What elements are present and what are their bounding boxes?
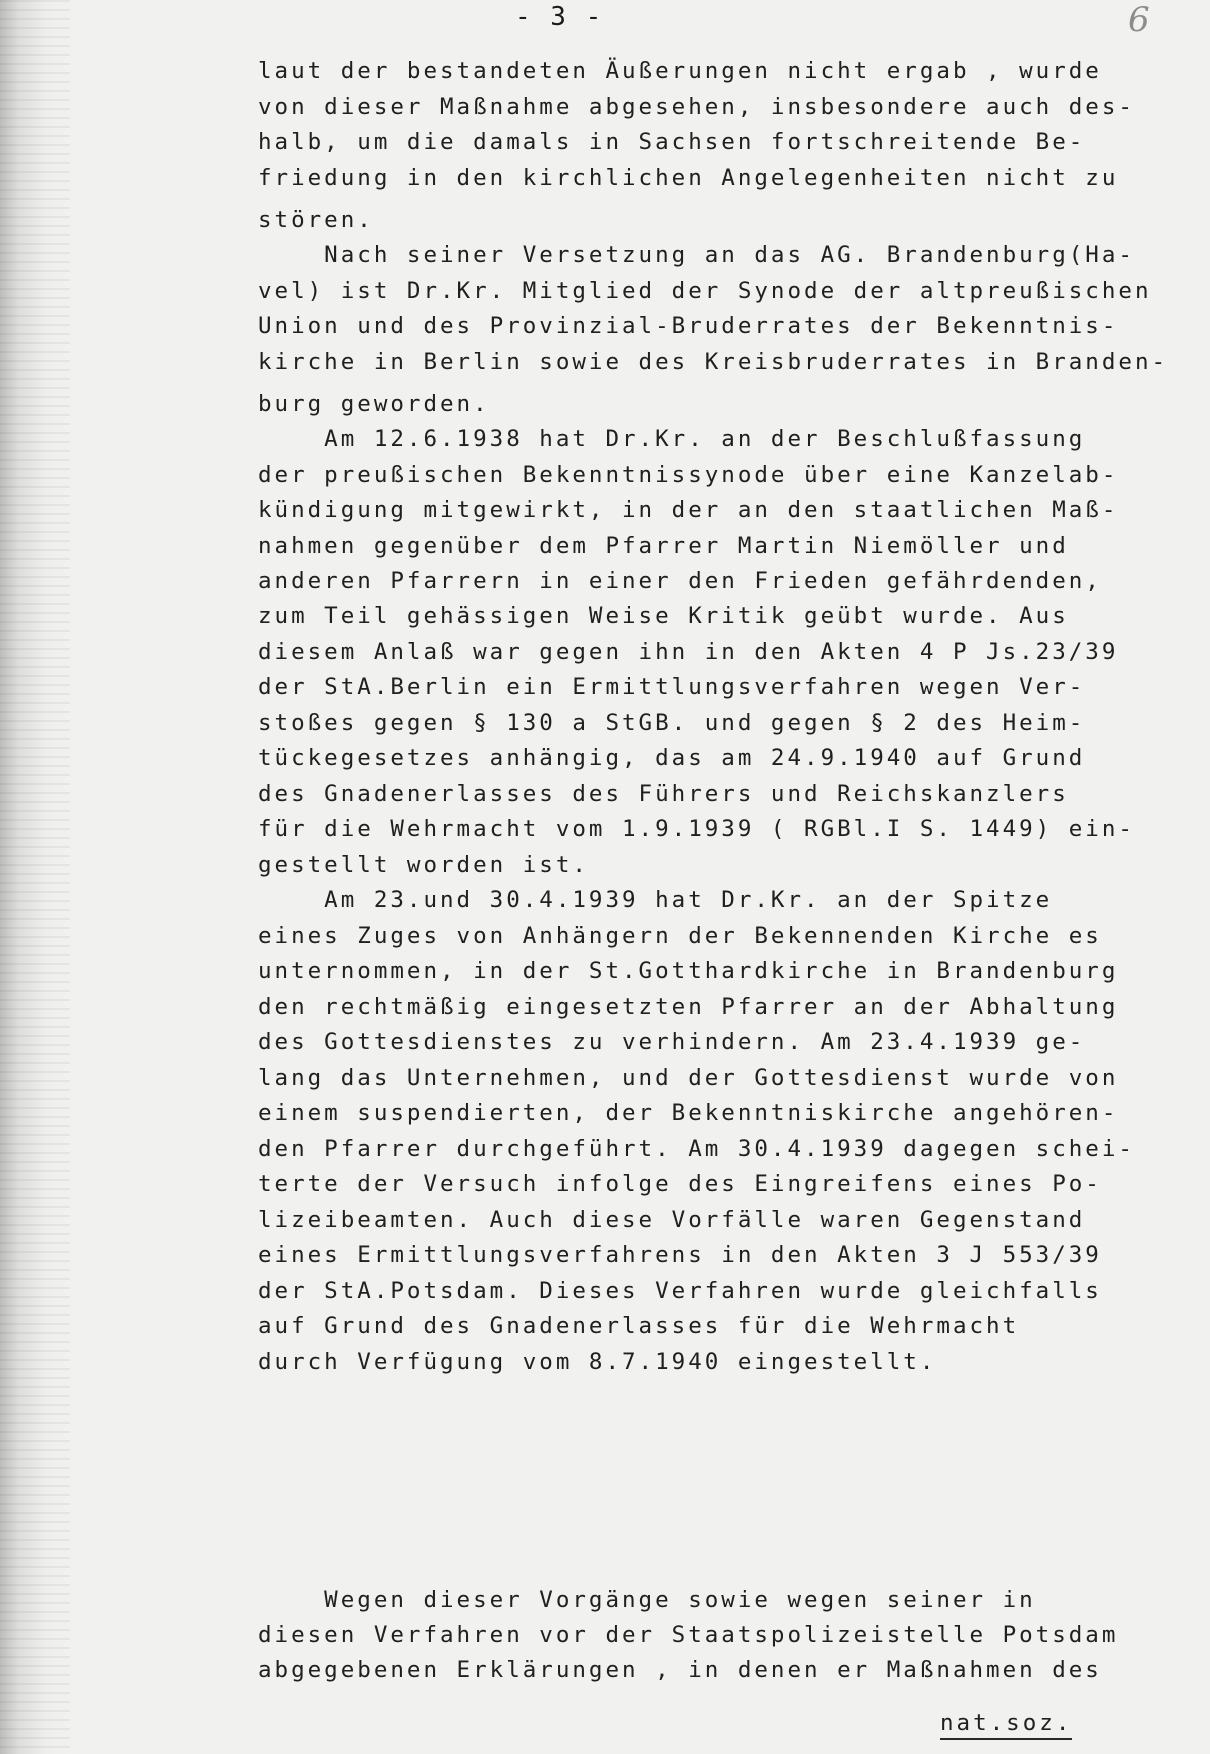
text-line: von dieser Maßnahme abgesehen, insbesondere auch des- xyxy=(258,94,1135,120)
text-line: Union und des Provinzial-Bruderrates der Bekenntnis- xyxy=(258,313,1119,339)
text-line: tückegesetzes anhängig, das am 24.9.1940 auf Grund xyxy=(258,745,1086,771)
text-line: vel) ist Dr.Kr. Mitglied der Synode der altpreußischen xyxy=(258,278,1152,304)
text-line: stören. xyxy=(258,207,374,233)
text-line: des Gottesdienstes zu verhindern. Am 23.4.1939 ge- xyxy=(258,1029,1086,1055)
text-line: zum Teil gehässigen Weise Kritik geübt wurde. Aus xyxy=(258,603,1069,629)
text-line: lizeibeamten. Auch diese Vorfälle waren Gegenstand xyxy=(258,1207,1086,1233)
text-line: anderen Pfarrern in einer den Frieden gefährdenden, xyxy=(258,568,1102,594)
text-line: den rechtmäßig eingesetzten Pfarrer an der Abhaltung xyxy=(258,994,1119,1020)
text-line: Am 12.6.1938 hat Dr.Kr. an der Beschlußfassung xyxy=(258,426,1086,452)
text-line: diesen Verfahren vor der Staatspolizeistelle Potsdam xyxy=(258,1622,1119,1648)
text-line: diesem Anlaß war gegen ihn in den Akten 4 P Js.23/39 xyxy=(258,639,1119,665)
text-line: kündigung mitgewirkt, in der an den staatlichen Maß- xyxy=(258,497,1119,523)
text-line: laut der bestandeten Äußerungen nicht ergab , wurde xyxy=(258,58,1102,84)
text-line: gestellt worden ist. xyxy=(258,852,589,878)
text-line: eines Zuges von Anhängern der Bekennenden Kirche es xyxy=(258,923,1102,949)
text-line: einem suspendierten, der Bekenntniskirche angehören- xyxy=(258,1100,1119,1126)
text-line: eines Ermittlungsverfahrens in den Akten 3 J 553/39 xyxy=(258,1242,1102,1268)
text-line: Nach seiner Versetzung an das AG. Brandenburg(Ha- xyxy=(258,242,1135,268)
text-line: abgegebenen Erklärungen , in denen er Maßnahmen des xyxy=(258,1657,1102,1683)
text-line: auf Grund des Gnadenerlasses für die Wehrmacht xyxy=(258,1313,1020,1339)
text-line: friedung in den kirchlichen Angelegenheiten nicht zu xyxy=(258,165,1119,191)
text-line: der StA.Potsdam. Dieses Verfahren wurde gleichfalls xyxy=(258,1278,1102,1304)
text-line: burg geworden. xyxy=(258,391,490,417)
footer-note: nat.soz. xyxy=(940,1710,1072,1740)
text-line: nahmen gegenüber dem Pfarrer Martin Niemöller und xyxy=(258,533,1069,559)
text-line: halb, um die damals in Sachsen fortschreitende Be- xyxy=(258,129,1086,155)
text-line: den Pfarrer durchgeführt. Am 30.4.1939 dagegen schei- xyxy=(258,1136,1135,1162)
folio-mark: 6 xyxy=(1128,0,1150,40)
text-line: unternommen, in der St.Gotthardkirche in Brandenburg xyxy=(258,958,1119,984)
text-line: Wegen dieser Vorgänge sowie wegen seiner in xyxy=(258,1587,1036,1613)
text-line: Am 23.und 30.4.1939 hat Dr.Kr. an der Spitze xyxy=(258,887,1053,913)
page-number: - 3 - xyxy=(515,2,604,32)
text-line: des Gnadenerlasses des Führers und Reichskanzlers xyxy=(258,781,1069,807)
text-line: stoßes gegen § 130 a StGB. und gegen § 2 des Heim- xyxy=(258,710,1086,736)
text-line: terte der Versuch infolge des Eingreifens eines Po- xyxy=(258,1171,1102,1197)
text-line: der StA.Berlin ein Ermittlungsverfahren wegen Ver- xyxy=(258,674,1086,700)
text-line: lang das Unternehmen, und der Gottesdienst wurde von xyxy=(258,1065,1119,1091)
text-line: für die Wehrmacht vom 1.9.1939 ( RGBl.I S. 1449) ein- xyxy=(258,816,1135,842)
text-line: der preußischen Bekenntnissynode über eine Kanzelab- xyxy=(258,462,1119,488)
text-line: kirche in Berlin sowie des Kreisbruderrates in Branden- xyxy=(258,349,1169,375)
text-line: durch Verfügung vom 8.7.1940 eingestellt. xyxy=(258,1349,937,1375)
scan-edge-shadow xyxy=(0,0,70,1754)
